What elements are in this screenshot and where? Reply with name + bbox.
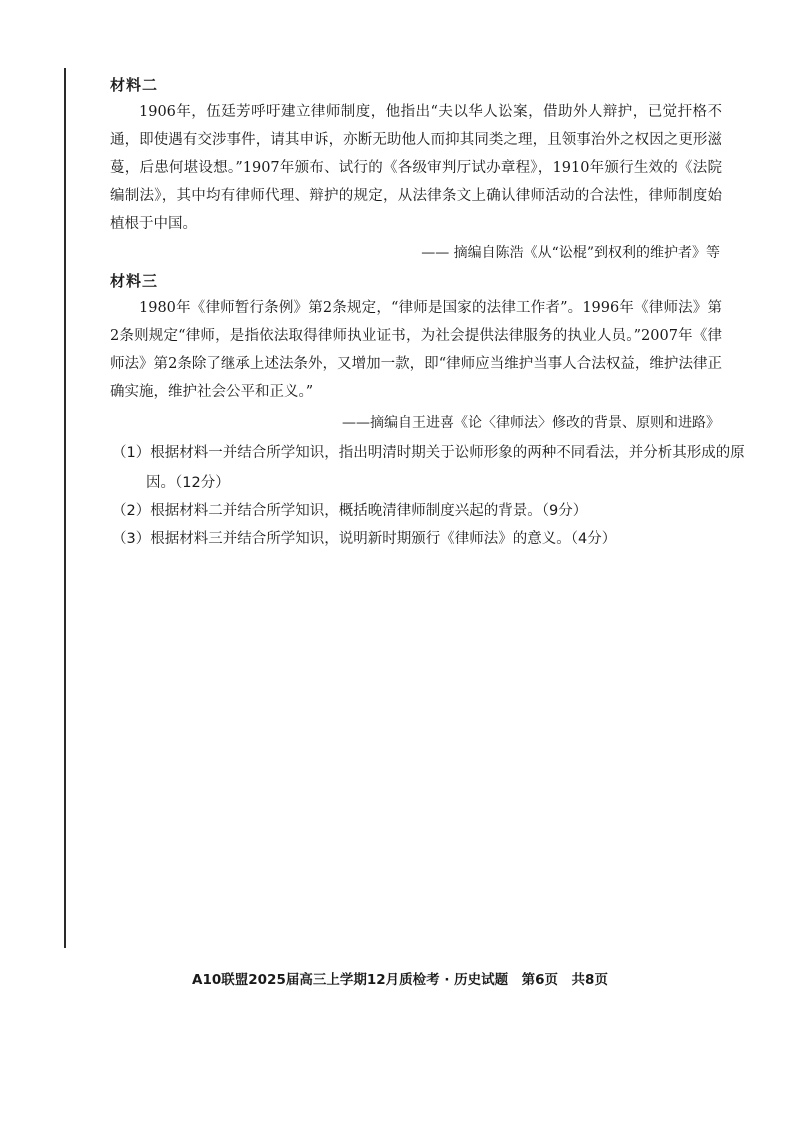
binding-margin-line: [64, 68, 66, 948]
question-1: （1）根据材料一并结合所学知识，指出明清时期关于讼师形象的两种不同看法，并分析其形成的原因。（12分）: [112, 445, 745, 491]
material-3-source: ——摘编自王进喜《论〈律师法〉修改的背景、原则和进路》: [342, 415, 720, 431]
question-2: （2）根据材料二并结合所学知识，概括晚清律师制度兴起的背景。（9分）: [112, 503, 588, 519]
material-2-source: —— 摘编自陈浩《从“讼棍”到权利的维护者》等: [421, 245, 720, 261]
material-3-heading: 材料三: [110, 272, 159, 290]
material-2-heading: 材料二: [110, 76, 159, 94]
question-3: （3）根据材料三并结合所学知识，说明新时期颁行《律师法》的意义。（4分）: [112, 531, 617, 547]
material-3-paragraph: 1980年《律师暂行条例》第2条规定，“律师是国家的法律工作者”。1996年《律师法》第2条则规定“律师，是指依法取得律师执业证书，为社会提供法律服务的执业人员。”2007年《律师法》第2条除了继承上述法条外，又增加一款，即“律师应当维护当事人合法权益，维护法律正确实施，维护社会公平和正义。”: [110, 300, 722, 400]
material-2-paragraph: 1906年，伍廷芳呼吁建立律师制度，他指出“夫以华人讼案，借助外人辩护，已觉扞格不通，即使遇有交涉事件，请其申诉，亦断无助他人而抑其同类之理，且领事治外之权因之更形滋蔓，后患何堪设想。”1907年颁布、试行的《各级审判厅试办章程》，1910年颁行生效的《法院编制法》，其中均有律师代理、辩护的规定，从法律条文上确认律师活动的合法性，律师制度始植根于中国。: [110, 104, 722, 232]
page-footer: A10联盟2025届高三上学期12月质检考 · 历史试题 第6页 共8页: [192, 972, 608, 988]
